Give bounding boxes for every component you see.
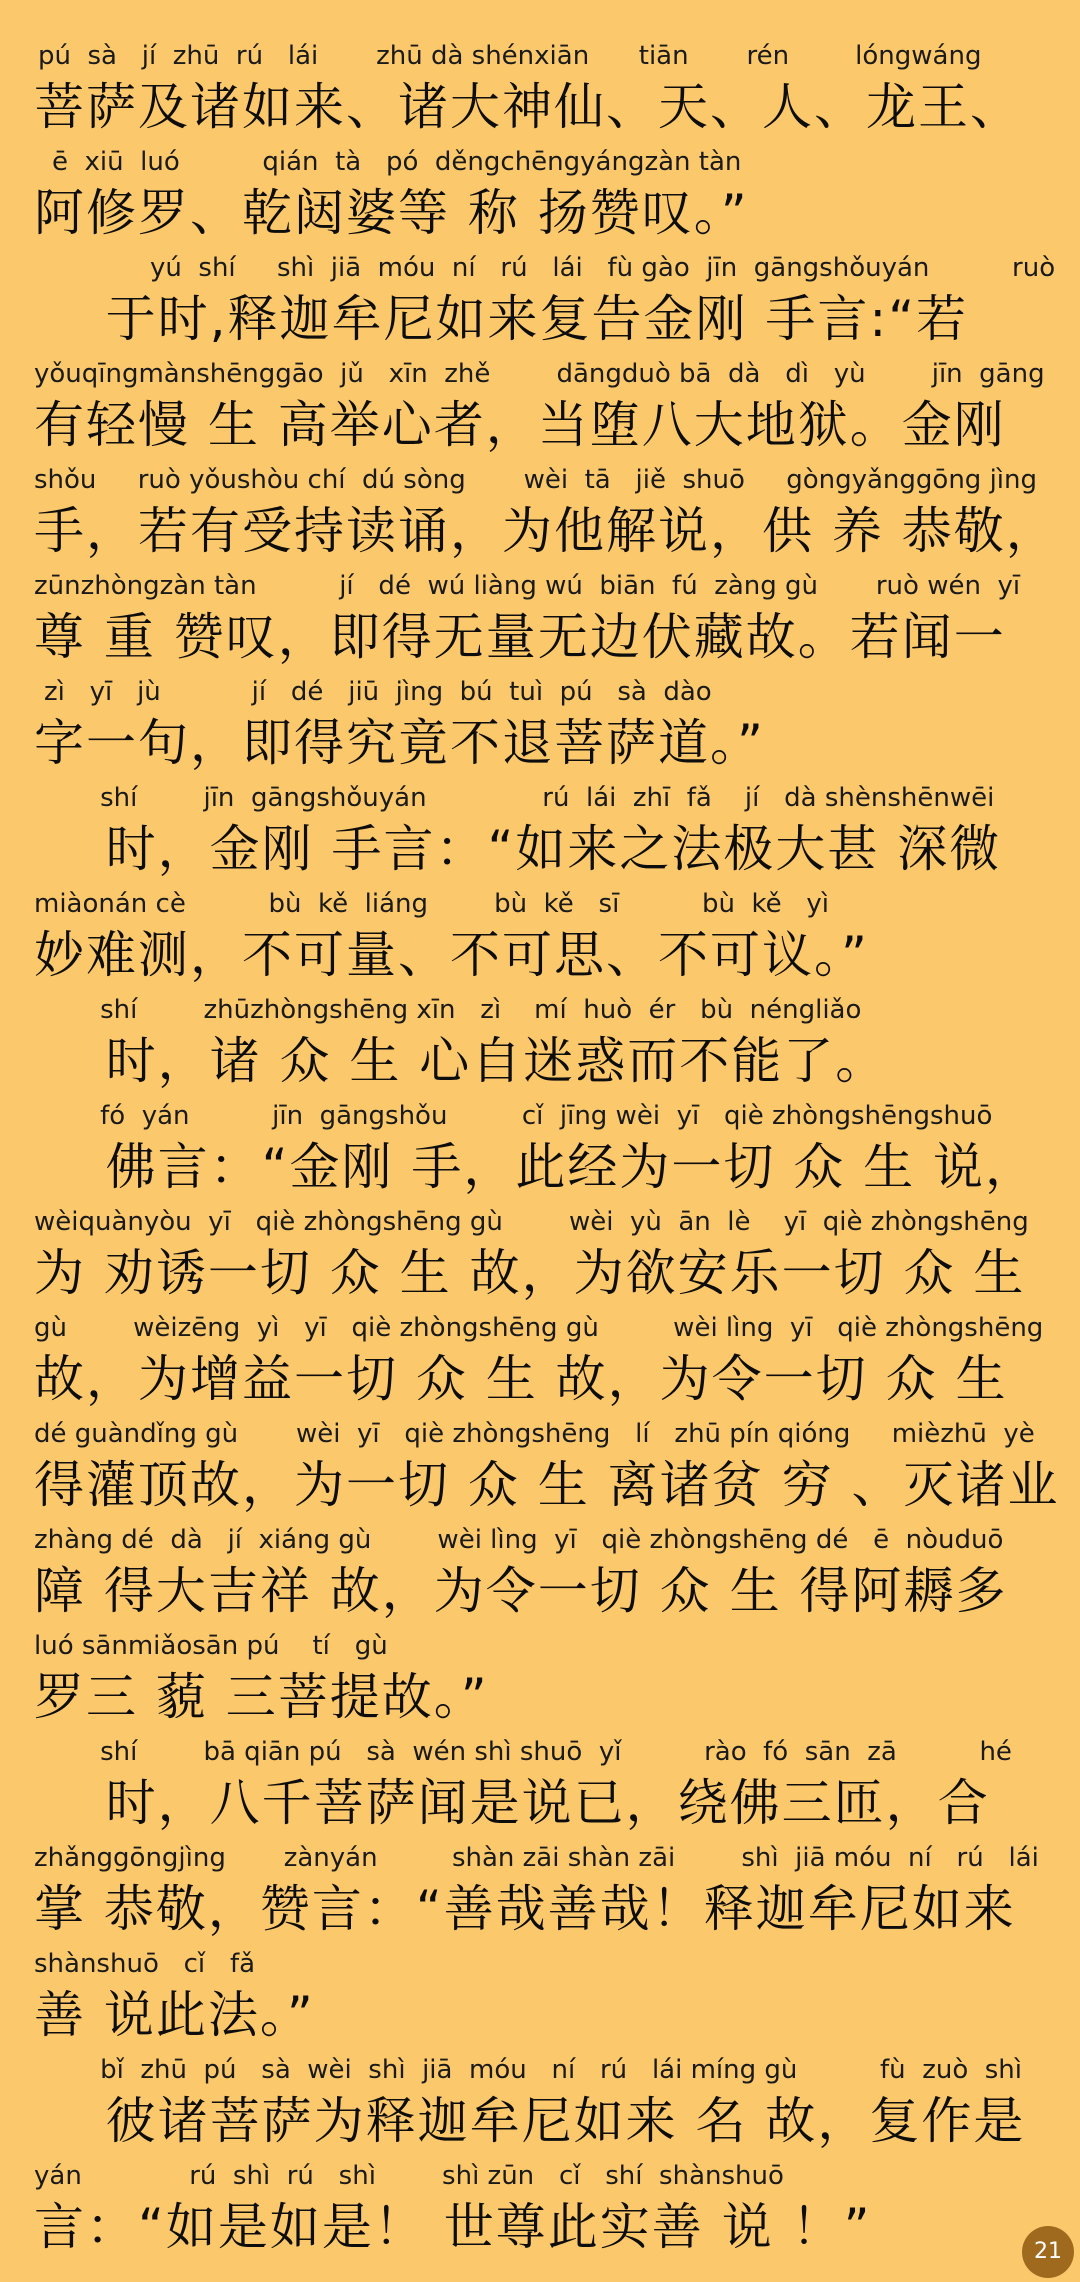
pinyin-row: luó sānmiǎosān pú tí gù [34,1631,388,1661]
pinyin-row: zì yī jù jí dé jiū jìng bú tuì pú sà dào [44,677,712,707]
text-line [0,1944,1080,2050]
text-line [0,1732,1080,1838]
hanzi-row: 故，为增益一切 众 生 故，为令一切 众 生 [34,1350,1008,1408]
hanzi-row: 手，若有受持读诵，为他解说，供 养 恭敬， [34,502,1058,560]
pinyin-row: yǒuqīngmànshēnggāo jǔ xīn zhě dāngduò bā dà dì yù jīn gāng [34,359,1045,389]
pinyin-row: pú sà jí zhū rú lái zhū dà shénxiān tiān rén lóngwáng [38,41,982,71]
pinyin-row: miàonán cè bù kě liáng bù kě sī bù kě yì [34,889,830,919]
hanzi-row: 字一句，即得究竟不退菩萨道。” [34,714,765,772]
text-line [0,990,1080,1096]
text-line [0,1520,1080,1626]
hanzi-row: 得灌顶故，为一切 众 生 离诸贫 穷 、灭诸业 [34,1456,1060,1514]
text-line [0,354,1080,460]
hanzi-row: 佛言：“金刚 手，此经为一切 众 生 说， [34,1138,1038,1196]
pinyin-row: dé guàndǐng gù wèi yī qiè zhòngshēng lí zhū pín qióng mièzhū yè [34,1419,1035,1449]
text-line [0,778,1080,884]
text-line [0,1414,1080,1520]
hanzi-row: 掌 恭敬，赞言：“善哉善哉！释迦牟尼如来 [34,1880,1016,1938]
pinyin-row: shí jīn gāngshǒuyán rú lái zhī fǎ jí dà shènshēnwēi [34,783,995,813]
hanzi-row: 于时,释迦牟尼如来复告金刚 手言:“若 [34,290,969,348]
text-line [0,884,1080,990]
hanzi-row: 罗三 藐 三菩提故。” [34,1668,489,1726]
page-number-badge: 21 [1022,2226,1074,2278]
pinyin-row: yú shí shì jiā móu ní rú lái fù gào jīn gāngshǒuyán ruò [150,253,1056,283]
text-line [0,566,1080,672]
hanzi-row: 尊 重 赞叹，即得无量无边伏藏故。若闻一 [34,608,1006,666]
pinyin-row: yán rú shì rú shì shì zūn cǐ shí shànshuō [34,2161,784,2191]
hanzi-row: 妙难测，不可量、不可思、不可议。” [34,926,869,984]
text-line [0,672,1080,778]
hanzi-row: 阿修罗、乾闼婆等 称 扬赞叹。” [34,184,749,242]
hanzi-row: 障 得大吉祥 故，为令一切 众 生 得阿耨多 [34,1562,1008,1620]
hanzi-row: 彼诸菩萨为释迦牟尼如来 名 故，复作是 [34,2092,1026,2150]
hanzi-row: 菩萨及诸如来、诸大神仙、天、人、龙王、 [34,78,1022,136]
pinyin-row: shí zhūzhòngshēng xīn zì mí huò ér bù néngliǎo [34,995,862,1025]
text-line [0,2050,1080,2156]
text-line [0,142,1080,248]
hanzi-row: 有轻慢 生 高举心者，当堕八大地狱。金刚 [34,396,1006,454]
pinyin-row: zūnzhòngzàn tàn jí dé wú liàng wú biān fú zàng gù ruò wén yī [34,571,1021,601]
text-line [0,248,1080,354]
pinyin-row: zhǎnggōngjìng zànyán shàn zāi shàn zāi shì jiā móu ní rú lái [34,1843,1039,1873]
hanzi-row: 为 劝诱一切 众 生 故，为欲安乐一切 众 生 [34,1244,1026,1302]
pinyin-row: gù wèizēng yì yī qiè zhòngshēng gù wèi lìng yī qiè zhòngshēng [34,1313,1044,1343]
hanzi-row: 时，诸 众 生 心自迷惑而不能了。 [34,1032,888,1090]
pinyin-row: wèiquànyòu yī qiè zhòngshēng gù wèi yù ān lè yī qiè zhòngshēng [34,1207,1029,1237]
text-line [0,1626,1080,1732]
text-line [0,36,1080,142]
hanzi-row: 时，金刚 手言：“如来之法极大甚 深微 [34,820,1002,878]
hanzi-row: 善 说此法。” [34,1986,315,2044]
pinyin-row: ē xiū luó qián tà pó děngchēngyángzàn tàn [52,147,742,177]
pinyin-row: fó yán jīn gāngshǒu cǐ jīng wèi yī qiè zhòngshēngshuō [34,1101,993,1131]
hanzi-row: 时，八千菩萨闻是说已，绕佛三匝，合 [34,1774,990,1832]
pinyin-row: shǒu ruò yǒushòu chí dú sòng wèi tā jiě shuō gòngyǎnggōng jìng [34,465,1038,495]
pinyin-row: bǐ zhū pú sà wèi shì jiā móu ní rú lái míng gù fù zuò shì [34,2055,1022,2085]
pinyin-row: zhàng dé dà jí xiáng gù wèi lìng yī qiè zhòngshēng dé ē nòuduō [34,1525,1004,1555]
text-line [0,1308,1080,1414]
text-line [0,1838,1080,1944]
text-line [0,2156,1080,2262]
text-line [0,1202,1080,1308]
pinyin-row: shànshuō cǐ fǎ [34,1949,256,1979]
text-line [0,1096,1080,1202]
hanzi-row: 言：“如是如是！ 世尊此实善 说 ！” [34,2198,872,2256]
text-line [0,460,1080,566]
pinyin-row: shí bā qiān pú sà wén shì shuō yǐ rào fó sān zā hé [34,1737,1012,1767]
